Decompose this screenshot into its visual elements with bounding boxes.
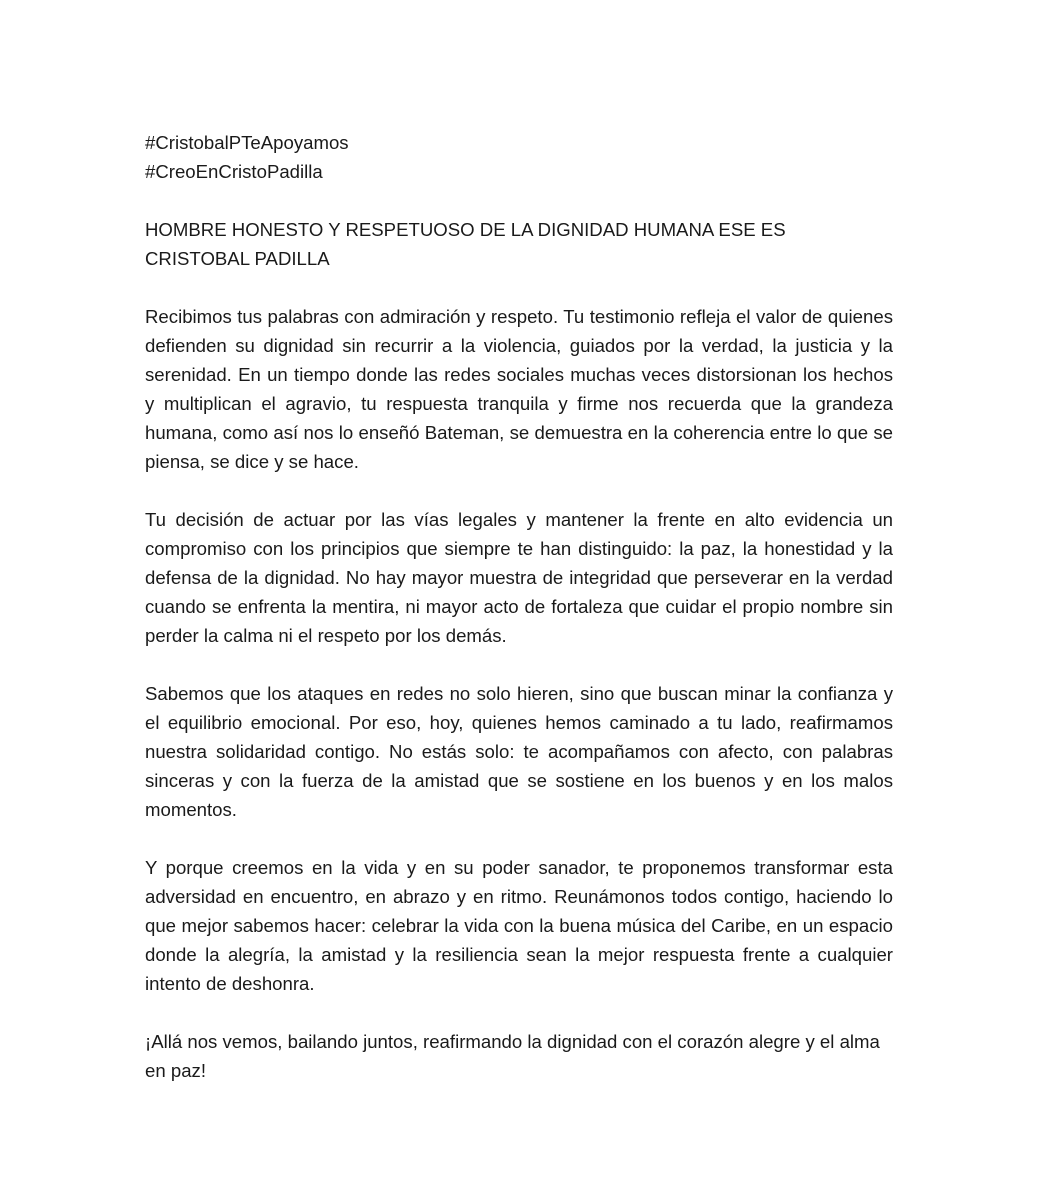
document-heading: HOMBRE HONESTO Y RESPETUOSO DE LA DIGNIDAD HUMANA ESE ES CRISTOBAL PADILLA [145,219,786,269]
hashtag-block [145,128,893,186]
closing-paragraph: ¡Allá nos vemos, bailando juntos, reafirmando la dignidad con el corazón alegre y el alma en paz! [145,1031,880,1081]
paragraph-2: Tu decisión de actuar por las vías legales y mantener la frente en alto evidencia un compromiso con los principios que siempre te han distinguido: la paz, la honestidad y la defensa de la dignidad. No hay mayor muestra de integridad que perseverar en la verdad cuando se enfrenta la mentira, ni mayor acto de fortaleza que cuidar el propio nombre sin perder la calma ni el respeto por los demás. [145,509,893,646]
hashtag-creo-en-cristo: #CreoEnCristoPadilla [145,161,323,182]
paragraph-1: Recibimos tus palabras con admiración y respeto. Tu testimonio refleja el valor de quienes defienden su dignidad sin recurrir a la violencia, guiados por la verdad, la justicia y la serenidad. En un tiempo donde las redes sociales muchas veces distorsionan los hechos y multiplican el agravio, tu respuesta tranquila y firme nos recuerda que la grandeza humana, como así nos lo enseñó Bateman, se demuestra en la coherencia entre lo que se piensa, se dice y se hace. [145,306,893,472]
paragraph-4: Y porque creemos en la vida y en su poder sanador, te proponemos transformar esta adversidad en encuentro, en abrazo y en ritmo. Reunámonos todos contigo, haciendo lo que mejor sabemos hacer: celebrar la vida con la buena música del Caribe, en un espacio donde la alegría, la amistad y la resiliencia sean la mejor respuesta frente a cualquier intento de deshonra. [145,857,893,994]
hashtag-apoyamos: #CristobalPTeApoyamos [145,132,349,153]
document-page [145,128,893,1085]
paragraph-3: Sabemos que los ataques en redes no solo hieren, sino que buscan minar la confianza y el equilibrio emocional. Por eso, hoy, quienes hemos caminado a tu lado, reafirmamos nuestra solidaridad contigo. No estás solo: te acompañamos con afecto, con palabras sinceras y con la fuerza de la amistad que se sostiene en los buenos y en los malos momentos. [145,683,893,820]
